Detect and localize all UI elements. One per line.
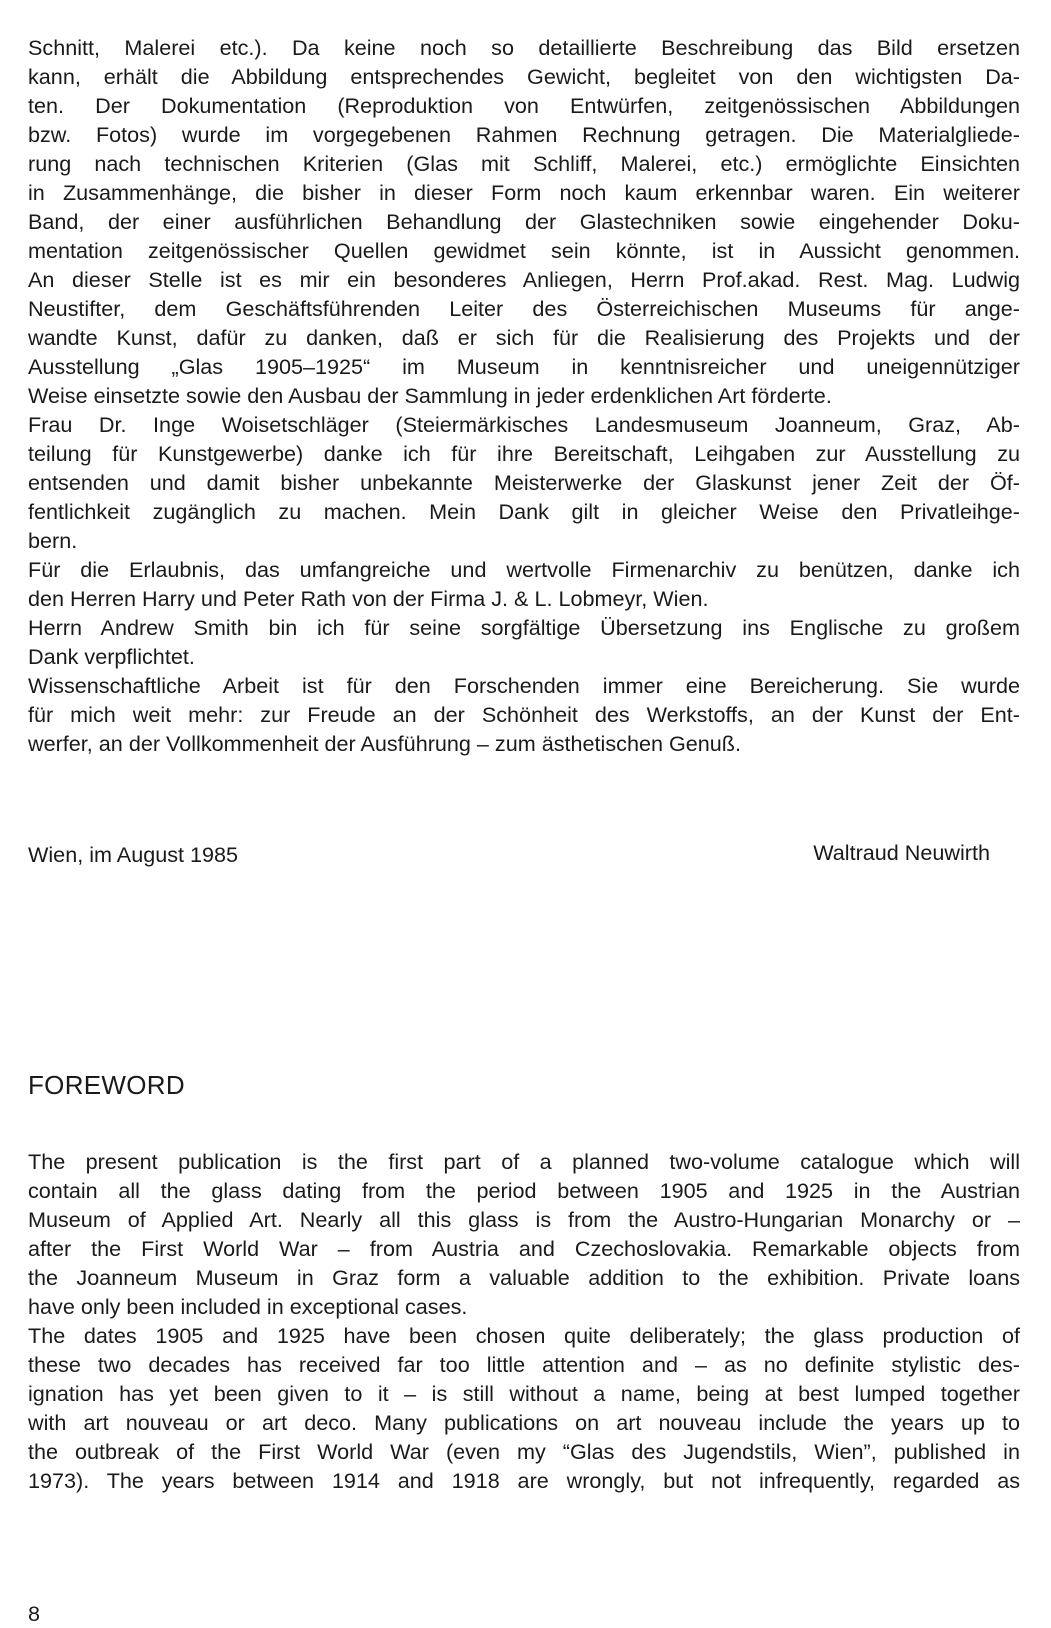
foreword-line: with art nouveau or art deco. Many publications on art nouveau include the years up to bbox=[28, 1410, 1020, 1435]
preface-line: für mich weit mehr: zur Freude an der Schönheit des Werkstoffs, an der Kunst der Ent- bbox=[28, 702, 1020, 727]
preface-line: Ausstellung „Glas 1905–1925“ im Museum in kenntnisreicher und uneigennütziger bbox=[28, 354, 1020, 379]
preface-line: den Herren Harry und Peter Rath von der Firma J. & L. Lobmeyr, Wien. bbox=[28, 586, 709, 611]
foreword-line: these two decades has received far too little attention and – as no definite stylistic des- bbox=[28, 1352, 1020, 1377]
preface-line: rung nach technischen Kriterien (Glas mit Schliff, Malerei, etc.) ermöglichte Einsichten bbox=[28, 151, 1020, 176]
preface-line: Wissenschaftliche Arbeit ist für den Forschenden immer eine Bereicherung. Sie wurde bbox=[28, 673, 1020, 698]
preface-line: fentlichkeit zugänglich zu machen. Mein Dank gilt in gleicher Weise den Privatleihge- bbox=[28, 499, 1020, 524]
preface-line: Weise einsetzte sowie den Ausbau der Sammlung in jeder erdenklichen Art förderte. bbox=[28, 383, 832, 408]
foreword-line: after the First World War – from Austria and Czechoslovakia. Remarkable objects from bbox=[28, 1236, 1020, 1261]
foreword-line: The present publication is the first part of a planned two-volume catalogue which will bbox=[28, 1149, 1020, 1174]
preface-line: bern. bbox=[28, 528, 78, 553]
preface-line: teilung für Kunstgewerbe) danke ich für ihre Bereitschaft, Leihgaben zur Ausstellung zu bbox=[28, 441, 1020, 466]
foreword-line: Museum of Applied Art. Nearly all this glass is from the Austro-Hungarian Monarchy or – bbox=[28, 1207, 1020, 1232]
foreword-line: contain all the glass dating from the period between 1905 and 1925 in the Austrian bbox=[28, 1178, 1020, 1203]
preface-line: Band, der einer ausführlichen Behandlung der Glastechniken sowie eingehender Doku- bbox=[28, 209, 1020, 234]
document-page bbox=[28, 0, 1020, 1626]
preface-line: in Zusammenhänge, die bisher in dieser Form noch kaum erkennbar waren. Ein weiterer bbox=[28, 180, 1020, 205]
foreword-line: the outbreak of the First World War (even my “Glas des Jugendstils, Wien”, published in bbox=[28, 1439, 1020, 1464]
foreword-line: ignation has yet been given to it – is still without a name, being at best lumped together bbox=[28, 1381, 1020, 1406]
preface-line: werfer, an der Vollkommenheit der Ausführung – zum ästhetischen Genuß. bbox=[28, 731, 741, 756]
foreword-line: The dates 1905 and 1925 have been chosen quite deliberately; the glass production of bbox=[28, 1323, 1020, 1348]
preface-line: bzw. Fotos) wurde im vorgegebenen Rahmen Rechnung getragen. Die Materialgliede- bbox=[28, 122, 1020, 147]
page-number: 8 bbox=[28, 1601, 41, 1626]
preface-line: entsenden und damit bisher unbekannte Meisterwerke der Glaskunst jener Zeit der Öf- bbox=[28, 470, 1020, 495]
preface-line: An dieser Stelle ist es mir ein besonderes Anliegen, Herrn Prof.akad. Rest. Mag. Ludwig bbox=[28, 267, 1020, 292]
preface-line: Dank verpflichtet. bbox=[28, 644, 195, 669]
foreword-heading: FOREWORD bbox=[28, 1070, 185, 1100]
preface-line: mentation zeitgenössischer Quellen gewidmet sein könnte, ist in Aussicht genommen. bbox=[28, 238, 1020, 263]
preface-line: Neustifter, dem Geschäftsführenden Leiter des Österreichischen Museums für ange- bbox=[28, 296, 1020, 321]
place-date: Wien, im August 1985 bbox=[28, 842, 239, 867]
preface-line: ten. Der Dokumentation (Reproduktion von Entwürfen, zeitgenössischen Abbildungen bbox=[28, 93, 1020, 118]
preface-line: Herrn Andrew Smith bin ich für seine sorgfältige Übersetzung ins Englische zu großem bbox=[28, 615, 1020, 640]
preface-line: Schnitt, Malerei etc.). Da keine noch so detaillierte Beschreibung das Bild ersetzen bbox=[28, 35, 1020, 60]
preface-line: Für die Erlaubnis, das umfangreiche und wertvolle Firmenarchiv zu benützen, danke ich bbox=[28, 557, 1020, 582]
author-name: Waltraud Neuwirth bbox=[813, 840, 990, 865]
preface-line: Frau Dr. Inge Woisetschläger (Steiermärkisches Landesmuseum Joanneum, Graz, Ab- bbox=[28, 412, 1020, 437]
foreword-line: have only been included in exceptional cases. bbox=[28, 1294, 468, 1319]
preface-line: wandte Kunst, dafür zu danken, daß er sich für die Realisierung des Projekts und der bbox=[28, 325, 1020, 350]
preface-line: kann, erhält die Abbildung entsprechendes Gewicht, begleitet von den wichtigsten Da- bbox=[28, 64, 1020, 89]
foreword-line: the Joanneum Museum in Graz form a valuable addition to the exhibition. Private loans bbox=[28, 1265, 1020, 1290]
foreword-line: 1973). The years between 1914 and 1918 are wrongly, but not infrequently, regarded as bbox=[28, 1468, 1020, 1493]
